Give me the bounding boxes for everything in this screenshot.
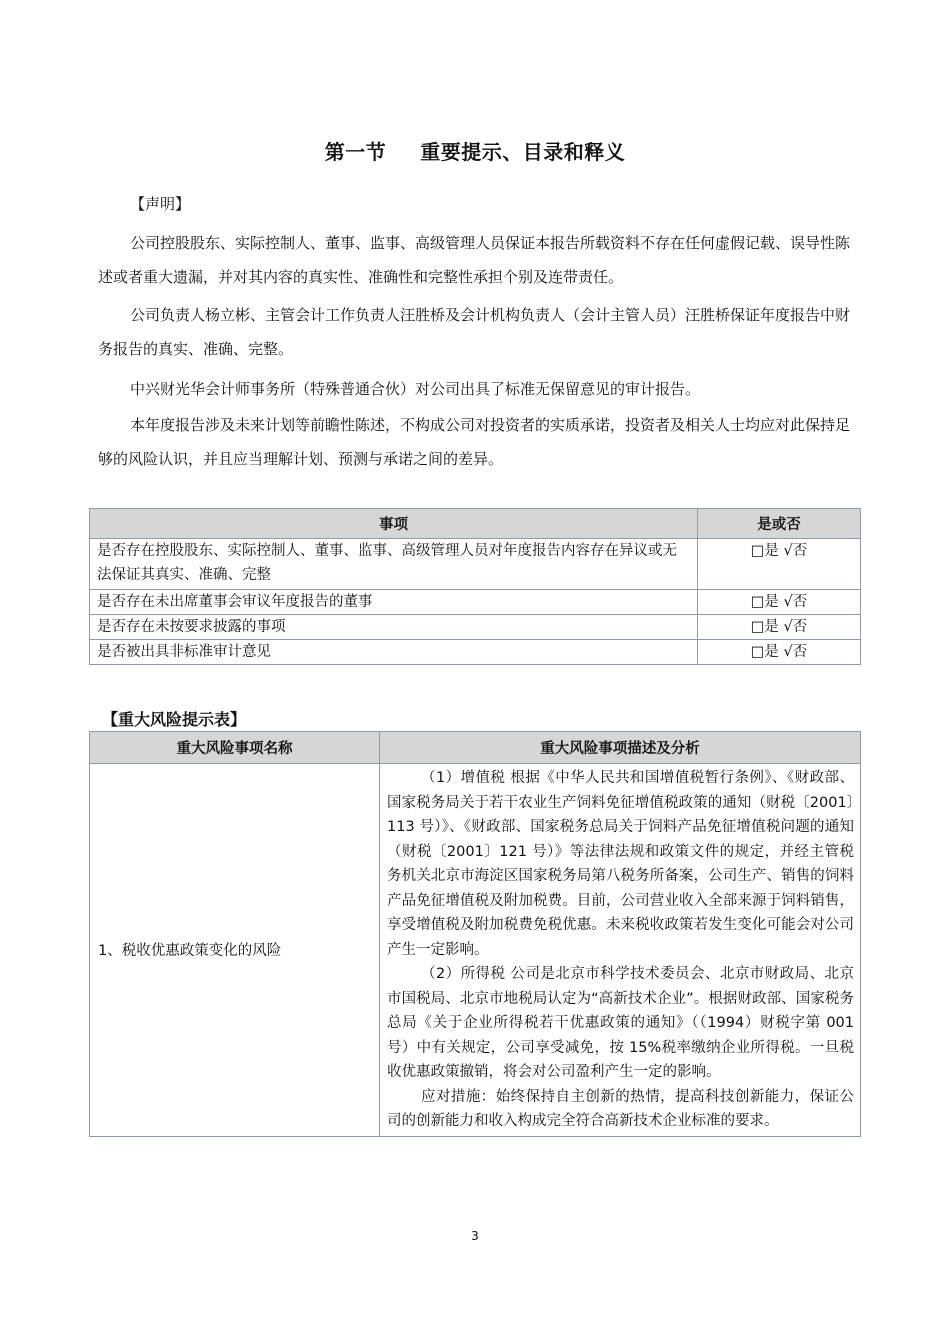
declaration-paragraph: 中兴财光华会计师事务所（特殊普通合伙）对公司出具了标准无保留意见的审计报告。 [130,380,701,398]
declaration-paragraph: 本年度报告涉及未来计划等前瞻性陈述，不构成公司对投资者的实质承诺，投资者及相关人士均应对此保持足够的风险认识，并且应当理解计划、预测与承诺之间的差异。 [98,416,851,468]
column-header: 重大风险事项名称 [90,732,380,764]
table-header-row [90,732,861,764]
page-number: 3 [471,1229,479,1243]
table-row [90,640,861,665]
column-header: 事项 [90,509,698,539]
section-name: 重要提示、目录和释义 [420,140,626,164]
risk-table [89,731,861,1137]
table-header-row [90,509,861,539]
matter-answer: □是 √否 [698,539,861,590]
declaration-heading: 【声明】 [130,195,191,213]
matter-item: 是否存在控股股东、实际控制人、董事、监事、高级管理人员对年度报告内容存在异议或无法保证其真实、准确、完整 [90,539,698,590]
matter-answer: □是 √否 [698,640,861,665]
table-row [90,615,861,640]
matter-answer: □是 √否 [698,615,861,640]
section-number: 第一节 [324,140,387,164]
risk-description-paragraph: 应对措施：始终保持自主创新的热情，提高科技创新能力，保证公司的创新能力和收入构成完全符合高新技术企业标准的要求。 [387,1088,854,1129]
matter-item: 是否存在未出席董事会审议年度报告的董事 [90,590,698,615]
table-row [90,590,861,615]
matter-answer: □是 √否 [698,590,861,615]
table-row [90,764,861,1137]
risk-name: 1、税收优惠政策变化的风险 [90,764,380,1137]
matter-item: 是否存在未按要求披露的事项 [90,615,698,640]
column-header: 重大风险事项描述及分析 [380,732,861,764]
risk-description-paragraph: （1）增值税 根据《中华人民共和国增值税暂行条例》、《财政部、国家税务局关于若干农业生产饲料免征增值税政策的通知（财税〔2001〕113 号）》、《财政部、国家税务总局关于饲料产品免征增值税问题的通知（财税〔2001〕121 号）》等法律法规和政策文件的规定，并经主管税务机关北京市海淀区国家税务局第八税务所备案，公司生产、销售的饲料产品免征增值税及附加税费。目前，公司营业收入全部来源于饲料销售，享受增值税及附加税费免税优惠。未来税收政策若发生变化可能会对公司产生一定影响。 [387,770,854,958]
declaration-paragraph: 公司控股股东、实际控制人、董事、监事、高级管理人员保证本报告所载资料不存在任何虚假记载、误导性陈述或者重大遗漏，并对其内容的真实性、准确性和完整性承担个别及连带责任。 [98,234,851,286]
matters-table [89,508,861,665]
risk-description-paragraph: （2）所得税 公司是北京市科学技术委员会、北京市财政局、北京市国税局、北京市地税局认定为“高新技术企业”。根据财政部、国家税务总局《关于企业所得税若干优惠政策的通知》（（1994）财税字第 001 号）中有关规定，公司享受减免，按 15%税率缴纳企业所得税。一旦税收优惠政策撤销，将会对公司盈利产生一定的影响。 [387,966,854,1080]
risk-table-heading: 【重大风险提示表】 [102,710,247,729]
declaration-paragraph: 公司负责人杨立彬、主管会计工作负责人汪胜桥及会计机构负责人（会计主管人员）汪胜桥保证年度报告中财务报告的真实、准确、完整。 [98,306,851,358]
table-row [90,539,861,590]
section-title [0,136,950,165]
column-header: 是或否 [698,509,861,539]
risk-description [380,764,861,1137]
matter-item: 是否被出具非标准审计意见 [90,640,698,665]
